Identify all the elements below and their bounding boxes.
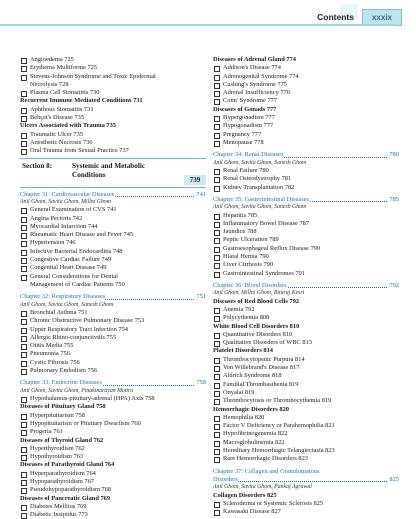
checkbox-bullet-icon <box>21 208 27 214</box>
section-title <box>72 162 145 180</box>
toc-entry[interactable] <box>20 206 206 214</box>
toc-entry-text: Hypothyroidism 763 <box>30 453 84 461</box>
toc-entry-text: Progeria 761 <box>30 428 63 436</box>
toc-entry-text: Congestive Cardiac Failure 749 <box>30 256 112 264</box>
toc-entry[interactable] <box>213 131 399 139</box>
checkbox-bullet-icon <box>214 333 220 339</box>
toc-entry-text: Jaundice 788 <box>223 228 257 236</box>
checkbox-bullet-icon <box>21 513 27 519</box>
checkbox-bullet-icon <box>21 505 27 511</box>
toc-entry-text: Allergic Rhino-conjunctivitis 755 <box>30 333 117 341</box>
toc-entry[interactable] <box>213 439 399 447</box>
toc-entry[interactable] <box>213 253 399 261</box>
checkbox-bullet-icon <box>21 75 27 81</box>
toc-entry[interactable] <box>20 256 206 264</box>
dot-leader <box>213 481 399 482</box>
checkbox-bullet-icon <box>21 149 27 155</box>
toc-entry[interactable] <box>213 372 399 380</box>
chapter-page: 792 <box>389 281 399 289</box>
toc-entry-text: General Examination of CVS 741 <box>30 206 117 214</box>
checkbox-bullet-icon <box>21 344 27 350</box>
toc-entry[interactable] <box>213 389 399 397</box>
checkbox-bullet-icon <box>21 266 27 272</box>
header-title: Contents <box>317 12 354 22</box>
chapter-title: Chapter 37: Collagen and Granulomatous <box>213 467 320 475</box>
checkbox-bullet-icon <box>21 336 27 342</box>
header-page-number: xxxix <box>362 9 402 26</box>
checkbox-bullet-icon <box>21 414 27 420</box>
chapter-authors: Anil Ghom, Savita Ghom, Sanesh Ghom <box>20 301 114 308</box>
toc-entry[interactable] <box>20 309 206 317</box>
checkbox-bullet-icon <box>21 108 27 114</box>
toc-entry[interactable] <box>213 122 399 130</box>
toc-entry-text: Upper Respiratory Tract Infection 754 <box>30 325 128 333</box>
toc-entry-text: Diabetes Mellitus 769 <box>30 502 87 510</box>
toc-entry-text: Pregnancy 777 <box>223 130 262 138</box>
toc-entry-text: Hyperparathyroidism 764 <box>30 469 96 477</box>
toc-entry[interactable] <box>213 508 399 516</box>
chapter-authors: Anil Ghom, Savita Ghom, Pinakinarayan Moitra <box>20 387 134 394</box>
chapter-page: 741 <box>196 190 206 198</box>
toc-entry-text: Thrombocytosis or Thrombocythemia 819 <box>223 397 332 405</box>
section-title-line: Systemic and Metabolic <box>72 161 146 170</box>
section-title-line: Conditions <box>72 170 106 179</box>
checkbox-bullet-icon <box>214 366 220 372</box>
toc-entry[interactable] <box>20 223 206 231</box>
checkbox-bullet-icon <box>214 374 220 380</box>
toc-entry-text: Plasma Cell Stomatitis 730 <box>30 89 100 97</box>
toc-entry-text: Quantitative Disorders 810 <box>223 330 293 338</box>
checkbox-bullet-icon <box>214 247 220 253</box>
checkbox-bullet-icon <box>21 455 27 461</box>
toc-subheading[interactable]: Ulcers Associated with Trauma 735 <box>20 122 116 130</box>
toc-entry-text: Cushing's Syndrome 775 <box>223 80 287 88</box>
chapter-page: 751 <box>196 293 206 301</box>
toc-entry[interactable] <box>213 331 399 339</box>
toc-entry[interactable] <box>213 184 399 192</box>
toc-entry[interactable] <box>20 273 206 281</box>
toc-entry-text: Oral Trauma from Sexual Practice 737 <box>30 147 129 155</box>
chapter-title: Chapter 32: Respiratory Diseases <box>20 293 106 301</box>
toc-entry[interactable] <box>20 412 206 420</box>
toc-entry[interactable] <box>20 73 206 81</box>
checkbox-bullet-icon <box>21 275 27 281</box>
toc-entry-continuation[interactable]: Management of Cardiac Patients 750 <box>30 280 125 288</box>
toc-entry-text: Rheumatic Heart Disease and Fever 745 <box>30 231 134 239</box>
toc-entry-text: General Considerations for Dental <box>30 272 118 280</box>
toc-entry-text: Myocardial Infarction 744 <box>30 222 98 230</box>
toc-entry-text: Renal Failure 780 <box>223 166 269 174</box>
toc-entry-text: Hypergonadism 777 <box>223 114 275 122</box>
checkbox-bullet-icon <box>21 319 27 325</box>
toc-entry[interactable] <box>20 239 206 247</box>
toc-entry[interactable] <box>20 264 206 272</box>
checkbox-bullet-icon <box>214 83 220 89</box>
toc-entry-text: Factor V Deficiency or Parahemophilia 821 <box>223 422 335 430</box>
chapter-authors: Anil Ghom, Savita Ghom, Millni Ghom <box>20 198 111 205</box>
toc-entry[interactable] <box>20 503 206 511</box>
checkbox-bullet-icon <box>214 391 220 397</box>
checkbox-bullet-icon <box>214 449 220 455</box>
toc-entry-text: Hepatitis 785 <box>223 211 258 219</box>
toc-entry-text: Bronchial Asthma 751 <box>30 308 88 316</box>
toc-subheading[interactable]: Diseases of Adrenal Gland 774 <box>213 56 296 63</box>
checkbox-bullet-icon <box>21 352 27 358</box>
checkbox-bullet-icon <box>214 222 220 228</box>
checkbox-bullet-icon <box>214 214 220 220</box>
checkbox-bullet-icon <box>21 133 27 139</box>
checkbox-bullet-icon <box>21 369 27 375</box>
toc-entry-text: Behçet's Disease 735 <box>30 114 85 122</box>
right-column <box>213 56 399 516</box>
checkbox-bullet-icon <box>21 58 27 64</box>
checkbox-bullet-icon <box>214 263 220 269</box>
toc-entry[interactable] <box>213 97 399 105</box>
toc-entry[interactable] <box>213 228 399 236</box>
toc-entry[interactable] <box>20 420 206 428</box>
toc-subheading[interactable]: White Blood Cell Disorders 810 <box>213 322 300 330</box>
toc-entry[interactable] <box>213 314 399 322</box>
toc-entry-text: Hyperthyroidism 762 <box>30 444 85 452</box>
toc-entry-text: Kawasaki Disease 827 <box>223 508 281 516</box>
toc-entry[interactable] <box>20 453 206 461</box>
toc-entry-continuation[interactable]: Necrolysis 728 <box>30 80 69 88</box>
checkbox-bullet-icon <box>214 255 220 261</box>
chapter-page: 758 <box>196 379 206 387</box>
toc-entry[interactable] <box>213 500 399 508</box>
toc-entry[interactable] <box>20 106 206 114</box>
toc-entry-text: Menopause 778 <box>223 138 264 146</box>
checkbox-bullet-icon <box>214 66 220 72</box>
checkbox-bullet-icon <box>21 311 27 317</box>
toc-entry-text: Familial Thrombasthenia 819 <box>223 380 299 388</box>
chapter-title: Chapter 31: Cardiovascular Diseases <box>20 190 115 198</box>
toc-subheading[interactable]: Collagen Disorders 825 <box>213 491 277 499</box>
checkbox-bullet-icon <box>21 361 27 367</box>
toc-entry-text: Stevens-Johnson Syndrome and Toxic Epidermal <box>30 72 156 80</box>
checkbox-bullet-icon <box>21 225 27 231</box>
toc-subheading[interactable]: Diseases of Pancreatic Gland 769 <box>20 494 111 502</box>
toc-entry[interactable] <box>20 248 206 256</box>
toc-entry-text: Pulmonary Embolism 756 <box>30 367 98 375</box>
checkbox-bullet-icon <box>21 430 27 436</box>
toc-entry-text: Renal Osteodystrophy 781 <box>223 175 292 183</box>
toc-entry-text: Polycythemia 808 <box>223 314 270 322</box>
toc-entry-text: Chronic Obstructive Pulmonary Disease 753 <box>30 317 145 325</box>
toc-subheading[interactable]: Diseases of Gonads 777 <box>213 105 277 113</box>
toc-entry[interactable] <box>20 511 206 519</box>
toc-entry[interactable] <box>20 326 206 334</box>
checkbox-bullet-icon <box>214 432 220 438</box>
toc-entry[interactable] <box>20 147 206 155</box>
checkbox-bullet-icon <box>214 133 220 139</box>
toc-entry-text: Kidney Transplantation 782 <box>223 183 295 191</box>
chapter-authors: Anil Ghom, Savita Ghom, Sanesh Ghom <box>213 204 307 211</box>
toc-entry-text: Anesthetic Necrosis 736 <box>30 138 93 146</box>
toc-entry-text: Conn' Syndrome 777 <box>223 97 278 105</box>
toc-entry[interactable] <box>20 317 206 325</box>
toc-subheading[interactable]: Diseases of Parathyroid Gland 764 <box>20 461 115 469</box>
checkbox-bullet-icon <box>214 502 220 508</box>
toc-entry[interactable] <box>213 73 399 81</box>
toc-entry-text: Hiatal Hernia 790 <box>223 253 269 261</box>
checkbox-bullet-icon <box>21 233 27 239</box>
checkbox-bullet-icon <box>214 457 220 463</box>
checkbox-bullet-icon <box>214 424 220 430</box>
chapter-title: Chapter 34: Renal Diseases <box>213 151 284 159</box>
chapter-title: Chapter 36: Blood Disorders <box>213 281 287 289</box>
toc-entry[interactable] <box>213 89 399 97</box>
toc-entry[interactable] <box>20 231 206 239</box>
toc-entry-text: Hypothalamus-pituitary-adrenal (HPA) Axis 758 <box>30 395 155 403</box>
chapter-authors: Anil Ghom, Savita Ghom, Sanesh Ghom <box>213 159 307 166</box>
toc-entry-text: Gastrointestinal Syndromes 791 <box>223 269 306 277</box>
toc-entry-text: Aphthous Stomatitis 731 <box>30 105 94 113</box>
toc-entry[interactable] <box>213 381 399 389</box>
checkbox-bullet-icon <box>214 186 220 192</box>
toc-entry-text: Adrenogenital Syndrome 774 <box>223 72 299 80</box>
toc-entry-text: Pseudohypoparathyroidism 768 <box>30 486 112 494</box>
toc-entry-text: Hemophilia 820 <box>223 413 265 421</box>
toc-entry-text: Hypofibrinogenemia 822 <box>223 430 288 438</box>
toc-entry[interactable] <box>20 428 206 436</box>
checkbox-bullet-icon <box>214 272 220 278</box>
toc-entry-text: Angina Pectoris 742 <box>30 214 83 222</box>
checkbox-bullet-icon <box>214 116 220 122</box>
toc-entry[interactable] <box>213 212 399 220</box>
toc-entry-text: Onyalai 819 <box>223 388 255 396</box>
checkbox-bullet-icon <box>21 447 27 453</box>
toc-entry[interactable] <box>20 131 206 139</box>
toc-entry[interactable] <box>213 339 399 347</box>
toc-entry-text: Diabetic Insipidus 773 <box>30 511 88 519</box>
toc-entry-text: Erythema Multiforme 725 <box>30 64 98 72</box>
toc-entry[interactable] <box>213 64 399 72</box>
checkbox-bullet-icon <box>214 124 220 130</box>
toc-entry[interactable] <box>213 270 399 278</box>
checkbox-bullet-icon <box>21 422 27 428</box>
toc-entry[interactable] <box>20 470 206 478</box>
toc-entry[interactable] <box>213 245 399 253</box>
toc-entry-text: Adrenal Insufficiency 776 <box>223 89 290 97</box>
toc-entry-text: Otitis Media 755 <box>30 342 74 350</box>
toc-entry-text: Peptic Ulceration 789 <box>223 236 279 244</box>
chapter-title: Chapter 35: Gastrointestinal Diseases <box>213 195 310 203</box>
checkbox-bullet-icon <box>214 177 220 183</box>
toc-entry[interactable] <box>213 430 399 438</box>
checkbox-bullet-icon <box>214 441 220 447</box>
toc-entry-text: Anemia 792 <box>223 305 255 313</box>
toc-subheading[interactable]: Diseases of Thyroid Gland 762 <box>20 436 104 444</box>
checkbox-bullet-icon <box>214 169 220 175</box>
checkbox-bullet-icon <box>214 230 220 236</box>
chapter-heading[interactable] <box>20 191 206 199</box>
toc-entry-text: Hereditary Hemorrhagic Telangiectasia 823 <box>223 446 335 454</box>
toc-entry[interactable] <box>213 139 399 147</box>
toc-entry[interactable] <box>213 114 399 122</box>
toc-entry-text: Qualitative Disorders of WBC 813 <box>223 339 312 347</box>
chapter-heading[interactable] <box>213 196 399 204</box>
toc-entry[interactable] <box>20 215 206 223</box>
toc-entry[interactable] <box>20 334 206 342</box>
toc-entry-text: Addison's Disease 774 <box>223 64 281 72</box>
toc-entry-text: Inflammatory Bowel Disease 787 <box>223 219 310 227</box>
toc-entry-text: Gastroesophageal Reflux Disease 790 <box>223 244 321 252</box>
toc-subheading[interactable]: Platelet Disorders 814 <box>213 347 273 355</box>
toc-entry-text: Traumatic Ulcer 735 <box>30 130 84 138</box>
checkbox-bullet-icon <box>214 341 220 347</box>
toc-entry[interactable] <box>20 367 206 375</box>
checkbox-bullet-icon <box>21 258 27 264</box>
toc-entry[interactable] <box>213 236 399 244</box>
checkbox-bullet-icon <box>214 510 220 516</box>
toc-entry[interactable] <box>20 478 206 486</box>
toc-entry[interactable] <box>213 356 399 364</box>
checkbox-bullet-icon <box>21 397 27 403</box>
toc-entry[interactable] <box>20 395 206 403</box>
toc-entry-text: Hypogonadism 777 <box>223 122 274 130</box>
toc-entry[interactable] <box>213 306 399 314</box>
toc-entry[interactable] <box>213 364 399 372</box>
checkbox-bullet-icon <box>21 66 27 72</box>
checkbox-bullet-icon <box>21 217 27 223</box>
chapter-heading[interactable] <box>20 293 206 301</box>
checkbox-bullet-icon <box>21 116 27 122</box>
toc-entry[interactable] <box>20 114 206 122</box>
toc-entry-text: Cystic Fibrosis 756 <box>30 358 80 366</box>
left-column <box>20 56 206 519</box>
toc-entry[interactable] <box>20 342 206 350</box>
toc-entry[interactable] <box>213 261 399 269</box>
toc-entry-text: Hyperpituitarism 758 <box>30 411 85 419</box>
toc-entry-text: Infective Bacterial Endocarditis 748 <box>30 247 123 255</box>
toc-entry-text: Congenital Heart Disease 749 <box>30 264 107 272</box>
checkbox-bullet-icon <box>21 241 27 247</box>
toc-entry[interactable] <box>213 220 399 228</box>
toc-entry[interactable] <box>20 486 206 494</box>
checkbox-bullet-icon <box>214 399 220 405</box>
toc-subheading[interactable]: Diseases of Pituitary Gland 758 <box>20 403 106 411</box>
chapter-heading[interactable] <box>213 468 399 476</box>
chapter-heading[interactable] <box>20 379 206 387</box>
chapter-page: 785 <box>389 195 399 203</box>
section-heading[interactable] <box>20 158 206 188</box>
toc-subheading[interactable]: Recurrent Immune Mediated Conditions 731 <box>20 97 143 105</box>
checkbox-bullet-icon <box>21 250 27 256</box>
checkbox-bullet-icon <box>214 308 220 314</box>
checkbox-bullet-icon <box>214 316 220 322</box>
chapter-title: Chapter 33: Endocrine Diseases <box>20 379 102 387</box>
toc-entry[interactable] <box>213 397 399 405</box>
checkbox-bullet-icon <box>214 141 220 147</box>
toc-entry[interactable] <box>20 445 206 453</box>
toc-entry[interactable] <box>20 350 206 358</box>
checkbox-bullet-icon <box>214 238 220 244</box>
toc-entry[interactable] <box>213 414 399 422</box>
chapter-heading[interactable] <box>213 151 399 159</box>
toc-entry[interactable] <box>20 64 206 72</box>
toc-entry[interactable] <box>213 167 399 175</box>
toc-entry[interactable] <box>213 455 399 463</box>
toc-subheading[interactable]: Hemorrhagic Disorders 820 <box>213 405 289 413</box>
checkbox-bullet-icon <box>21 91 27 97</box>
toc-entry[interactable] <box>20 139 206 147</box>
toc-entry-text: Pneumonia 756 <box>30 350 70 358</box>
toc-entry-text: Thrombocytopenic Purpura 814 <box>223 355 305 363</box>
toc-entry-text: Liver Cirrhosis 790 <box>223 261 274 269</box>
chapter-page: 825 <box>389 475 399 483</box>
toc-entry-text: Angioedema 725 <box>30 56 74 63</box>
checkbox-bullet-icon <box>21 480 27 486</box>
chapter-title: Disorders <box>213 475 238 483</box>
checkbox-bullet-icon <box>21 141 27 147</box>
checkbox-bullet-icon <box>214 358 220 364</box>
toc-entry-text: Rare Hemorrhagic Disorders 823 <box>223 455 309 463</box>
toc-entry-text: Hypertension 746 <box>30 239 76 247</box>
checkbox-bullet-icon <box>214 75 220 81</box>
toc-subheading[interactable]: Diseases of Red Blood Cells 792 <box>213 297 300 305</box>
checkbox-bullet-icon <box>214 91 220 97</box>
checkbox-bullet-icon <box>214 416 220 422</box>
chapter-page: 780 <box>389 151 399 159</box>
toc-entry-text: Scleroderma or Systemic Sclerosis 825 <box>223 499 324 507</box>
page-header <box>0 0 416 52</box>
toc-entry[interactable] <box>213 81 399 89</box>
toc-entry[interactable] <box>213 447 399 455</box>
section-page: 739 <box>184 175 206 185</box>
checkbox-bullet-icon <box>21 328 27 334</box>
chapter-heading[interactable] <box>213 282 399 290</box>
toc-entry[interactable] <box>213 175 399 183</box>
toc-entry-text: Hypoparathyroidism 767 <box>30 477 95 485</box>
chapter-authors: Anil Ghom, Millni Ghom, Rituraj Kesri <box>213 290 305 297</box>
toc-entry-text: Von Willebrand's Disease 817 <box>223 364 300 372</box>
toc-entry[interactable] <box>20 56 206 64</box>
chapter-authors: Anil Ghom, Savita Ghom, Pankaj Agrawal <box>213 484 312 491</box>
checkbox-bullet-icon <box>21 488 27 494</box>
toc-entry[interactable] <box>213 422 399 430</box>
toc-entry-text: Hypopituitarism or Pituitary Dwarfism 760 <box>30 419 141 427</box>
toc-entry[interactable] <box>20 89 206 97</box>
toc-entry-text: Aldrich Syndrome 818 <box>223 372 282 380</box>
toc-entry[interactable] <box>20 359 206 367</box>
checkbox-bullet-icon <box>214 99 220 105</box>
header-rule <box>0 24 396 26</box>
section-label: Section 8: <box>22 161 53 170</box>
toc-entry-text: Macroglobulinemia 822 <box>223 438 285 446</box>
chapter-heading[interactable] <box>213 476 399 484</box>
checkbox-bullet-icon <box>214 383 220 389</box>
checkbox-bullet-icon <box>21 472 27 478</box>
